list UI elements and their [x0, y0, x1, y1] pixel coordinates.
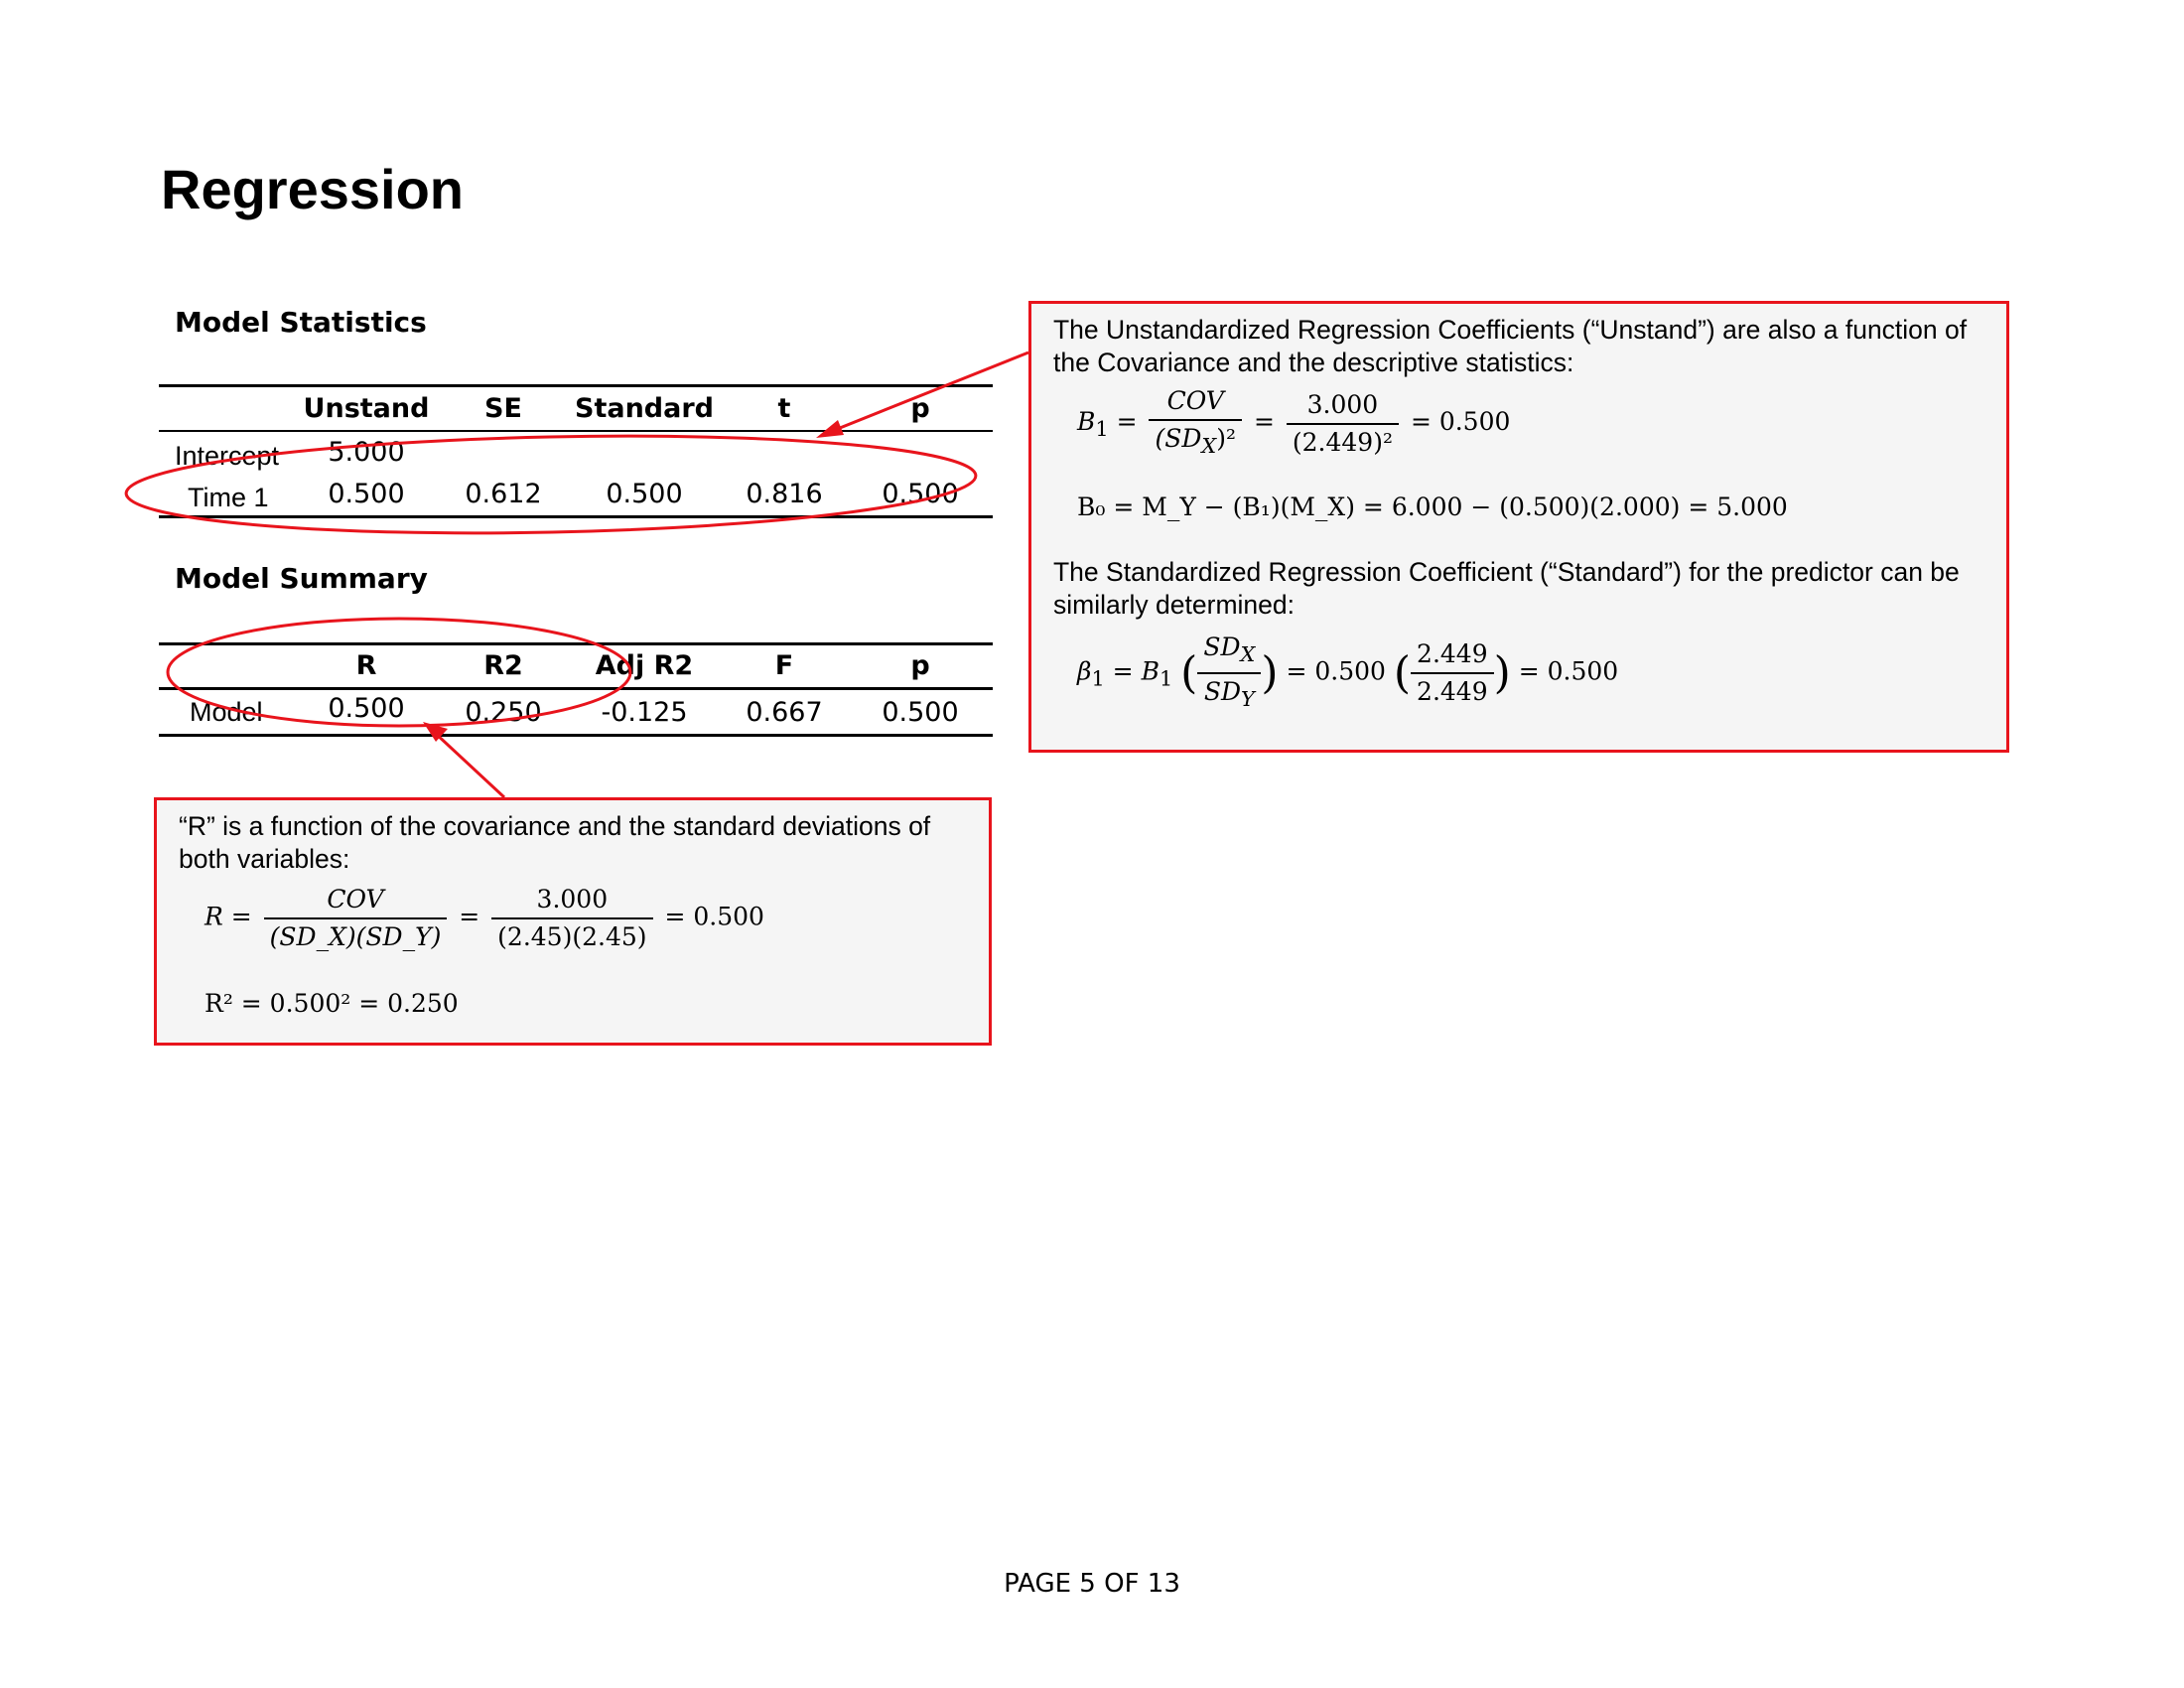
ellipse-r-values — [168, 619, 630, 726]
page-title: Regression — [161, 158, 464, 220]
col-header-p-summary: p — [910, 650, 930, 681]
col-header-r2: R2 — [483, 650, 523, 681]
col-header-r: R — [355, 650, 377, 681]
cell-time1-t: 0.816 — [746, 479, 823, 509]
page-footer: PAGE 5 OF 13 — [1004, 1569, 1180, 1599]
cell-intercept-unstand: 5.000 — [328, 437, 405, 468]
arrow-r-line — [435, 733, 504, 797]
col-header-t: t — [777, 393, 791, 424]
cell-model-r: 0.500 — [328, 693, 405, 724]
cell-model-adj-r2: -0.125 — [601, 697, 688, 728]
row-label-time1: Time 1 — [188, 483, 269, 512]
cell-time1-standard: 0.500 — [606, 479, 683, 509]
equation-r: R = $\frac{\text{COV}}{(SD\_X)(SD\_Y)}$ = $\frac{3.000}{(2.45)(2.45)}$ = 0.500 — [205, 882, 764, 955]
cell-time1-unstand: 0.500 — [328, 479, 405, 509]
arrow-unstand-line — [830, 352, 1028, 432]
cell-model-f: 0.667 — [746, 697, 823, 728]
col-header-unstand: Unstand — [303, 393, 430, 424]
callout-standard-text: The Standardized Regression Coefficient (“Standard”) for the predictor can be similarly determined: — [1053, 557, 1960, 620]
equation-r-squared: R² = 0.500² = 0.250 — [205, 989, 459, 1018]
cell-model-r2: 0.250 — [465, 697, 542, 728]
cell-model-p: 0.500 — [882, 697, 959, 728]
row-label-intercept: Intercept — [175, 441, 280, 471]
cell-time1-p: 0.500 — [882, 479, 959, 509]
equation-b0: B₀ = M_Y − (B₁)(M_X) = 6.000 − (0.500)(2.000) = 5.000 — [1077, 492, 1788, 521]
arrow-unstand-head — [816, 420, 844, 438]
model-summary-heading: Model Summary — [175, 562, 428, 595]
col-header-standard: Standard — [575, 393, 714, 424]
equation-b1: $B_1$ = $\frac{\text{COV}}{(SD_X)^2}$ = $\frac{3.000}{\text{(2.449)²}}$ = 0.500 — [1077, 383, 1510, 464]
callout-unstand-text: The Unstandardized Regression Coefficients (“Unstand”) are also a function of the Covariance and the descriptive statistics: — [1053, 315, 1968, 377]
col-header-f: F — [774, 650, 794, 681]
col-header-se: SE — [484, 393, 522, 424]
equation-beta: $\beta_1 = B_1$ ( $\frac{SD_X}{SD_Y}$ ) = 0.500 ( $\frac{2.449}{2.449}$ ) = 0.500 — [1077, 630, 1618, 717]
model-statistics-heading: Model Statistics — [175, 306, 427, 339]
col-header-adj-r2: Adj R2 — [595, 650, 694, 681]
callout-r-text: “R” is a function of the covariance and the standard deviations of both variables: — [179, 811, 931, 874]
row-label-model: Model — [190, 697, 263, 727]
col-header-p: p — [910, 393, 930, 424]
ellipse-time1-row — [125, 428, 977, 541]
cell-time1-se: 0.612 — [465, 479, 542, 509]
